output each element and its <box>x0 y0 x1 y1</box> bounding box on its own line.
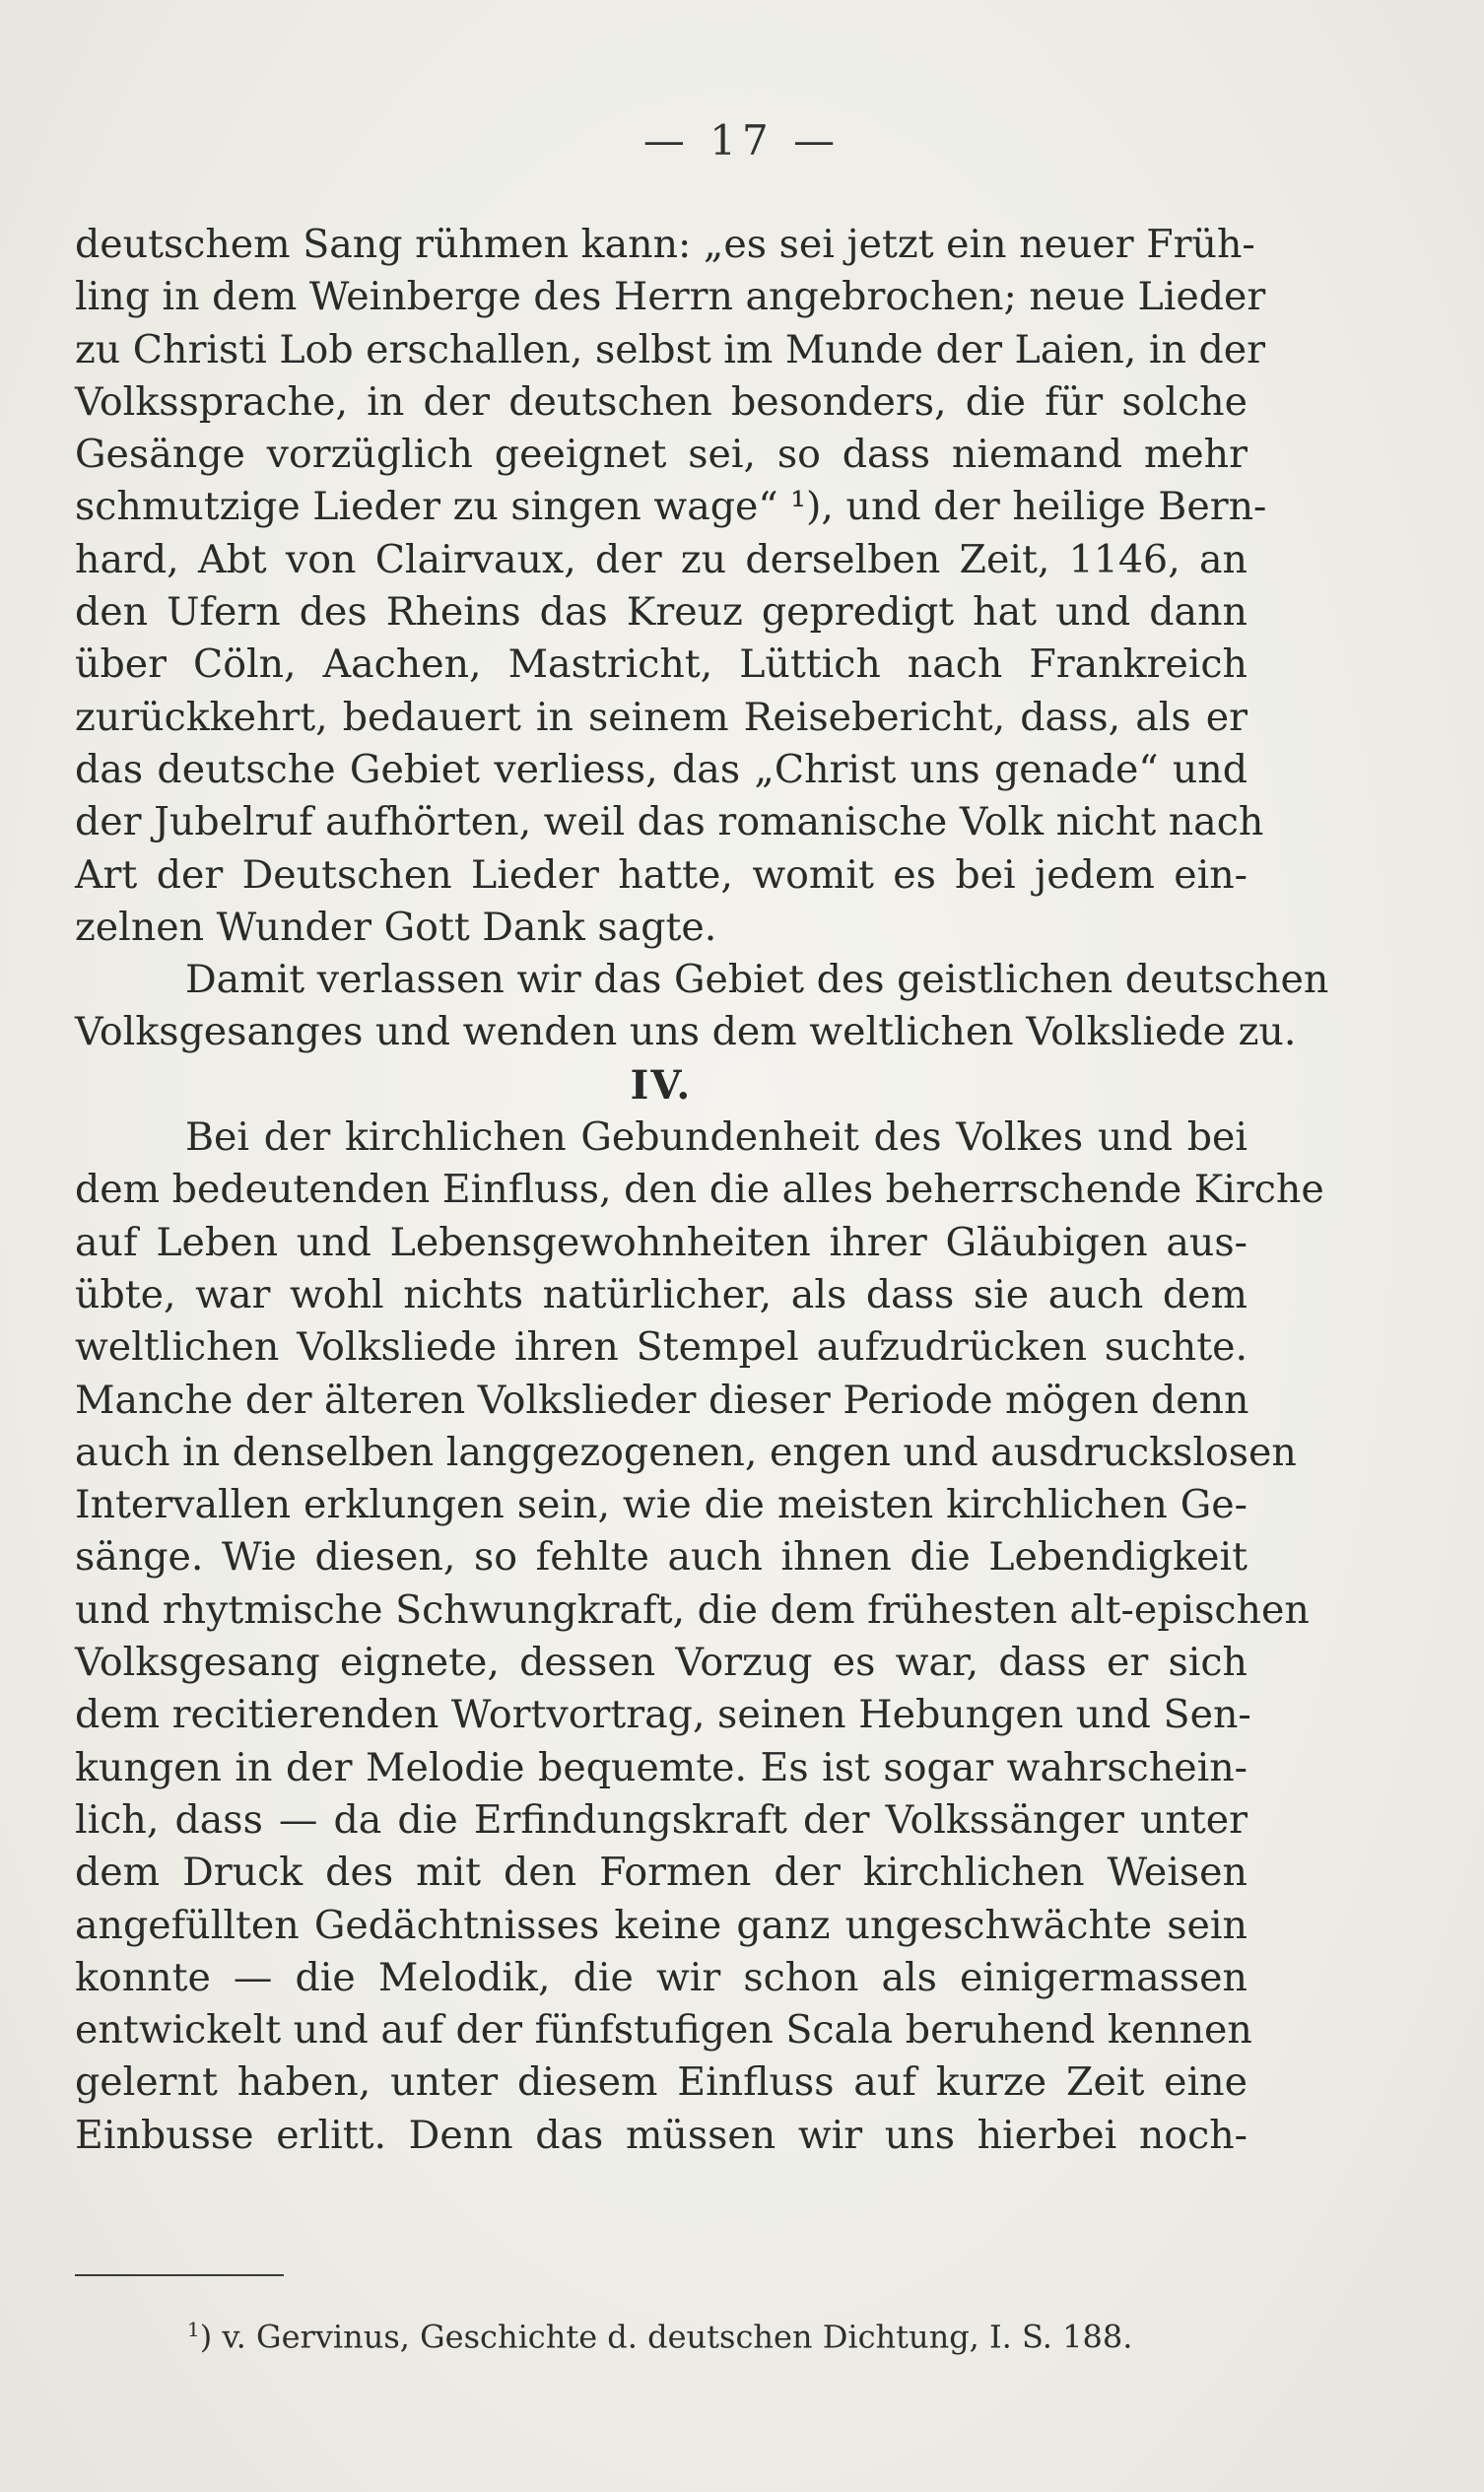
text-line: weltlichen Volksliede ihren Stempel aufzudrücken suchte. <box>75 1324 1248 1371</box>
text-line: der Jubelruf aufhörten, weil das romanische Volk nicht nach <box>75 799 1264 845</box>
text-line: Volksgesang eignete, dessen Vorzug es war, dass er sich <box>75 1640 1248 1686</box>
text-line: kungen in der Melodie bequemte. Es ist sogar wahrschein- <box>75 1744 1248 1790</box>
text-line: deutschem Sang rühmen kann: „es sei jetzt ein neuer Früh- <box>75 222 1255 267</box>
text-line: über Cöln, Aachen, Mastricht, Lüttich nach Frankreich <box>75 641 1248 688</box>
text-line: Art der Deutschen Lieder hatte, womit es bei jedem ein- <box>75 851 1248 898</box>
text-line: auch in denselben langgezogenen, engen und ausdruckslosen <box>75 1429 1297 1475</box>
section-heading: IV. <box>630 1061 693 1109</box>
text-line: und rhytmische Schwungkraft, die dem frühesten alt-epischen <box>75 1586 1310 1633</box>
text-line: den Ufern des Rheins das Kreuz gepredigt hat und dann <box>75 589 1248 636</box>
text-line: Intervallen erklungen sein, wie die meisten kirchlichen Ge- <box>75 1482 1248 1528</box>
text-line: zu Christi Lob erschallen, selbst im Munde der Laien, in der <box>75 326 1266 372</box>
footnote-text: ) v. Gervinus, Geschichte d. deutschen Dichtung, I. S. 188. <box>199 2318 1133 2356</box>
paragraph-1 <box>75 219 1267 954</box>
text-line: zurückkehrt, bedauert in seinem Reisebericht, dass, als er <box>75 694 1248 740</box>
text-line: Einbusse erlitt. Denn das müssen wir uns hierbei noch- <box>75 2112 1248 2158</box>
text-line: Volkssprache, in der deutschen besonders, die für solche <box>75 378 1248 425</box>
text-line: gelernt haben, unter diesem Einfluss auf kurze Zeit eine <box>75 2059 1248 2106</box>
text-line: Gesänge vorzüglich geeignet sei, so dass niemand mehr <box>75 432 1248 478</box>
text-line: zelnen Wunder Gott Dank sagte. <box>75 904 717 950</box>
text-line: dem bedeutenden Einfluss, den die alles beherrschende Kirche <box>75 1167 1324 1213</box>
text-line: das deutsche Gebiet verliess, das „Christ uns genade“ und <box>75 746 1248 792</box>
text-line: Manche der älteren Volkslieder dieser Periode mögen denn <box>75 1377 1249 1423</box>
body-text <box>75 219 1329 2162</box>
text-line: hard, Abt von Clairvaux, der zu derselben Zeit, 1146, an <box>75 536 1248 582</box>
footnote-marker: 1 <box>187 2318 200 2341</box>
text-line: angefüllten Gedächtnisses keine ganz ungeschwächte sein <box>75 1902 1248 1948</box>
text-line: übte, war wohl nichts natürlicher, als dass sie auch dem <box>75 1271 1248 1317</box>
footnote <box>187 2318 1132 2356</box>
paragraph-2 <box>75 954 1329 1059</box>
text-line: konnte — die Melodik, die wir schon als einigermassen <box>75 1954 1248 2000</box>
text-line: dem recitierenden Wortvortrag, seinen Hebungen und Sen- <box>75 1692 1251 1738</box>
text-line: entwickelt und auf der fünfstufigen Scala beruhend kennen <box>75 2007 1252 2054</box>
text-line: Volksgesanges und wenden uns dem weltlichen Volksliede zu. <box>75 1009 1297 1055</box>
page-number: — 17 — <box>642 116 842 165</box>
text-line: dem Druck des mit den Formen der kirchlichen Weisen <box>75 1850 1248 1896</box>
footnote-rule <box>75 2274 284 2276</box>
text-line: sänge. Wie diesen, so fehlte auch ihnen die Lebendigkeit <box>75 1534 1248 1581</box>
text-line: lich, dass — da die Erfindungskraft der Volkssänger unter <box>75 1796 1248 1843</box>
paragraph-3 <box>75 1111 1324 2162</box>
text-line: Bei der kirchlichen Gebundenheit des Volkes und bei <box>185 1114 1248 1161</box>
text-line: Damit verlassen wir das Gebiet des geistlichen deutschen <box>185 957 1329 1003</box>
text-line: ling in dem Weinberge des Herrn angebrochen; neue Lieder <box>75 274 1266 320</box>
text-line: auf Leben und Lebensgewohnheiten ihrer Gläubigen aus- <box>75 1219 1248 1265</box>
text-line: schmutzige Lieder zu singen wage“ ¹), und der heilige Bern- <box>75 484 1267 530</box>
